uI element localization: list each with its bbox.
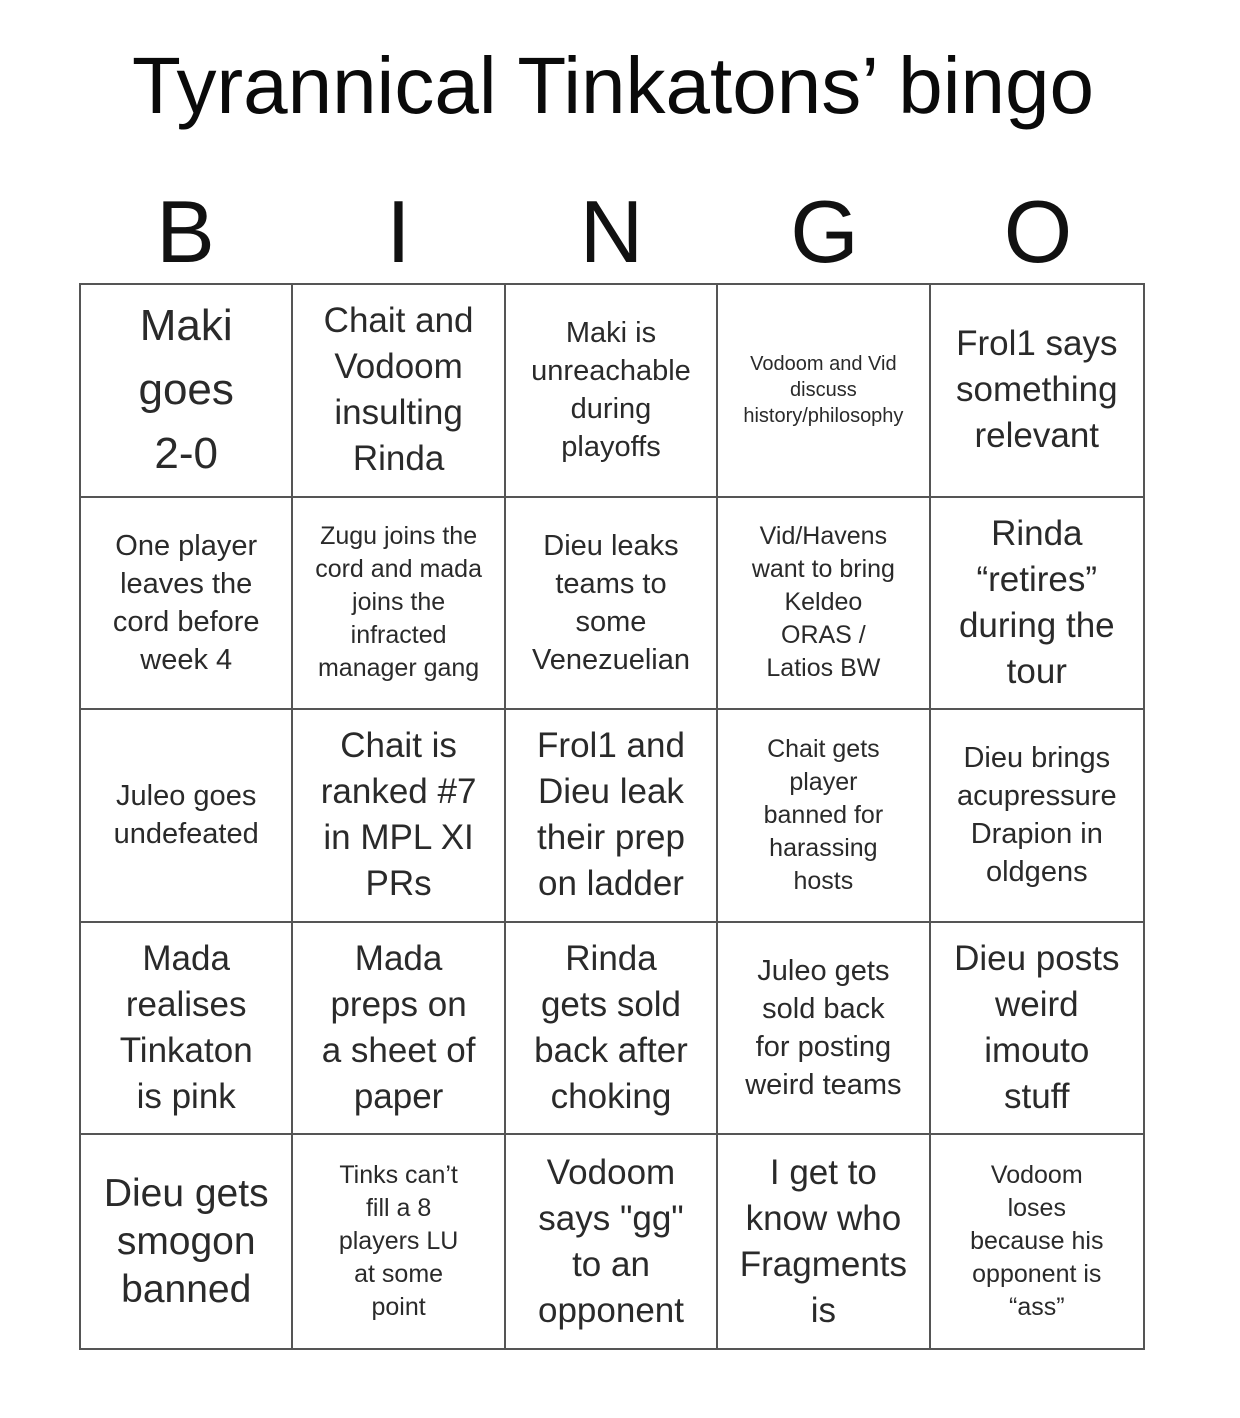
bingo-cell[interactable] [506,1135,718,1348]
bingo-cell[interactable] [293,923,505,1136]
bingo-cell-text: Rinda “retires” during the tour [958,513,1115,691]
bingo-cell-text: Chait and Vodoom insulting Rinda [323,301,474,479]
bingo-cell[interactable] [931,285,1143,498]
bingo-cell-text: Frol1 says something relevant [956,324,1118,456]
bingo-cell[interactable] [81,1135,293,1348]
bingo-cell-text: Frol1 and Dieu leak their prep on ladder [537,726,685,904]
bingo-cell-text: Tinks can’t fill a 8 players LU at some point [338,1161,459,1322]
bingo-cell[interactable] [931,923,1143,1136]
bingo-cell[interactable] [506,923,718,1136]
bingo-cell[interactable] [718,498,930,711]
bingo-cell[interactable] [718,285,930,498]
bingo-cell-text: Dieu leaks teams to some Venezuelian [531,529,690,676]
bingo-cell-text: Vodoom and Vid discuss history/philosophy [743,353,904,428]
page-title: Tyrannical Tinkatons’ bingo [131,41,1095,130]
bingo-cell[interactable] [81,710,293,923]
bingo-cell[interactable] [81,285,293,498]
bingo-cell-text: Chait gets player banned for harassing hosts [763,734,884,895]
bingo-cell[interactable] [293,710,505,923]
bingo-cell[interactable] [293,498,505,711]
bingo-cell-text: Mada preps on a sheet of paper [321,939,476,1117]
bingo-board [79,283,1145,1350]
header-letter-i: I [386,182,411,281]
bingo-cell-text: Juleo gets sold back for posting weird teams [745,955,902,1102]
bingo-cell-text: Mada realises Tinkaton is pink [119,939,253,1117]
header-letter-g: G [790,182,859,281]
bingo-cell-text: I get to know who Fragments is [739,1152,908,1330]
bingo-cell[interactable] [506,498,718,711]
bingo-cell-text: Vid/Havens want to bring Keldeo ORAS / Latios BW [751,522,895,683]
bingo-cell[interactable] [506,710,718,923]
bingo-header [79,182,1145,282]
bingo-cell[interactable] [931,1135,1143,1348]
bingo-cell-text: Maki goes 2-0 [138,301,234,479]
bingo-cell-text: One player leaves the cord before week 4 [112,529,260,676]
header-letter-o: O [1003,182,1073,281]
bingo-cell-text: Juleo goes undefeated [113,780,259,851]
bingo-cell[interactable] [931,498,1143,711]
bingo-cell[interactable] [506,285,718,498]
bingo-cell[interactable] [81,923,293,1136]
bingo-cell-text: Rinda gets sold back after choking [534,939,688,1117]
bingo-cell-text: Dieu brings acupressure Drapion in oldgens [956,742,1117,889]
bingo-cell-text: Vodoom says "gg" to an opponent [538,1152,684,1330]
header-letter-n: N [579,182,644,281]
bingo-cell-text: Maki is unreachable during playoffs [531,317,691,464]
bingo-cell[interactable] [293,1135,505,1348]
bingo-cell-text: Dieu posts weird imouto stuff [954,939,1120,1117]
bingo-cell-text: Zugu joins the cord and mada joins the infracted manager gang [315,522,482,683]
bingo-cell-text: Chait is ranked #7 in MPL XI PRs [320,726,477,904]
bingo-cell[interactable] [718,923,930,1136]
bingo-cell[interactable] [718,1135,930,1348]
bingo-cell-text: Dieu gets smogon banned [103,1171,269,1311]
bingo-cell[interactable] [931,710,1143,923]
header-letter-b: B [156,182,215,281]
bingo-cell-text: Vodoom loses because his opponent is “ass” [970,1161,1104,1322]
bingo-cell[interactable] [81,498,293,711]
bingo-cell[interactable] [293,285,505,498]
bingo-cell[interactable] [718,710,930,923]
